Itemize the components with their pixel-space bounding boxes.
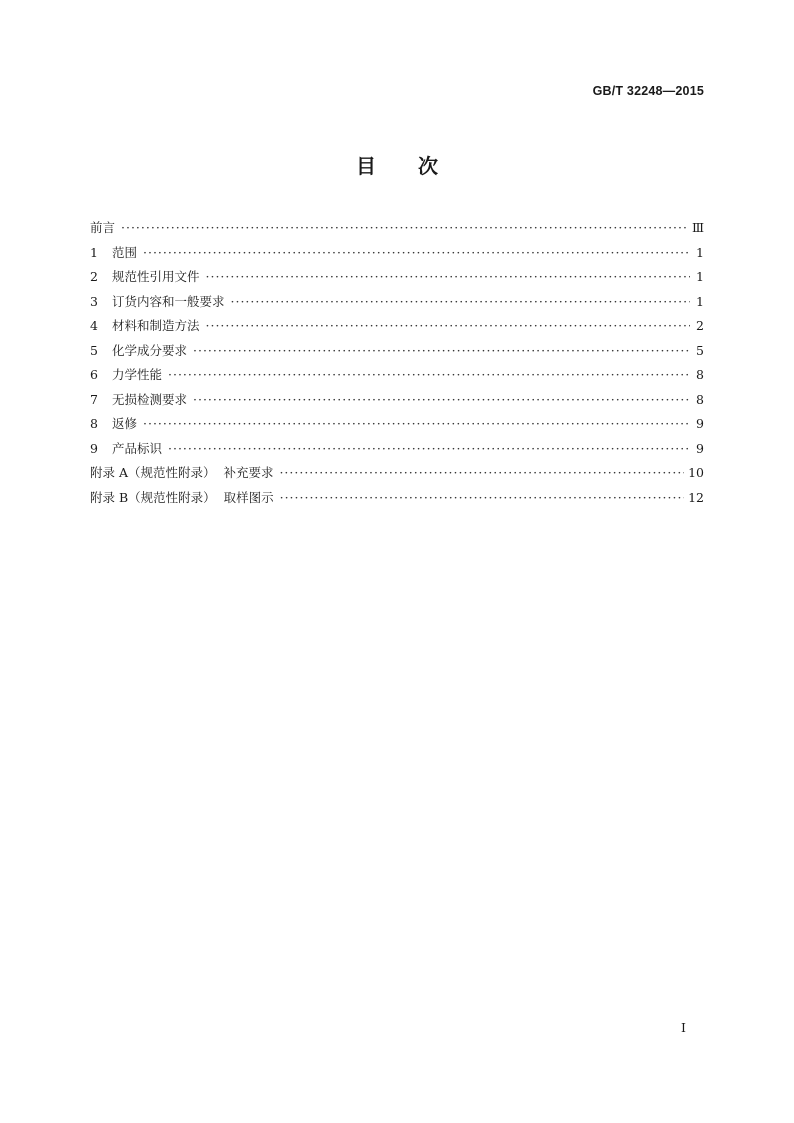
toc-entry-5[interactable] <box>90 339 704 364</box>
toc-entry-page: 12 <box>688 489 704 505</box>
toc-leader-dots <box>143 412 690 437</box>
table-of-contents <box>90 216 704 510</box>
toc-entry-page: 9 <box>696 440 704 456</box>
toc-entry-text: 化学成分要求 <box>112 342 188 358</box>
toc-entry-text: 前言 <box>90 220 116 235</box>
toc-entry-4[interactable] <box>90 314 704 339</box>
toc-entry-text: 范围 <box>112 244 138 260</box>
toc-entry-2[interactable] <box>90 265 704 290</box>
toc-entry-text: 附录 A（规范性附录） 补充要求 <box>90 465 274 480</box>
toc-entry-text: 产品标识 <box>112 440 163 456</box>
toc-leader-dots <box>193 339 690 364</box>
toc-leader-dots <box>280 486 684 511</box>
page-title-char-2: 次 <box>418 154 438 178</box>
toc-entry-page: 8 <box>696 367 704 382</box>
page-title <box>0 150 794 179</box>
toc-entry-text: 订货内容和一般要求 <box>112 293 225 309</box>
document-code: GB/T 32248—2015 <box>592 84 704 98</box>
toc-entry-7[interactable] <box>90 388 704 413</box>
toc-entry-number: 5 <box>90 342 98 358</box>
toc-entry-page: 2 <box>696 318 704 333</box>
toc-entry-annex-a[interactable] <box>90 461 704 486</box>
toc-entry-text: 力学性能 <box>112 367 163 382</box>
toc-entry-number: 6 <box>90 367 98 382</box>
toc-entry-number: 3 <box>90 293 98 309</box>
toc-leader-dots <box>206 314 690 339</box>
toc-entry-page: 1 <box>696 269 704 284</box>
toc-entry-3[interactable] <box>90 290 704 315</box>
toc-leader-dots <box>121 216 688 241</box>
toc-entry-8[interactable] <box>90 412 704 437</box>
toc-entry-text: 返修 <box>112 416 138 431</box>
toc-entry-page: 1 <box>696 293 704 309</box>
page-folio: I <box>681 1020 686 1035</box>
toc-leader-dots <box>231 290 690 315</box>
toc-entry-9[interactable] <box>90 437 704 462</box>
toc-entry-number: 2 <box>90 269 98 284</box>
toc-entry-number: 4 <box>90 318 98 333</box>
toc-leader-dots <box>143 241 690 266</box>
toc-entry-page: 5 <box>696 342 704 358</box>
toc-entry-text: 附录 B（规范性附录） 取样图示 <box>90 489 274 505</box>
toc-leader-dots <box>279 461 684 486</box>
toc-entry-page: 9 <box>696 416 704 431</box>
toc-entry-page: 10 <box>688 465 704 480</box>
toc-entry-text: 材料和制造方法 <box>112 318 200 333</box>
toc-leader-dots <box>168 437 690 462</box>
toc-entry-number: 8 <box>90 416 98 431</box>
toc-entry-number: 7 <box>90 391 98 407</box>
toc-entry-number: 1 <box>90 244 98 260</box>
page-title-char-1: 目 <box>356 154 376 178</box>
toc-leader-dots <box>206 265 690 290</box>
toc-entry-annex-b[interactable] <box>90 486 704 511</box>
toc-entry-page: 1 <box>696 244 704 260</box>
toc-entry-text: 规范性引用文件 <box>112 269 200 284</box>
toc-entry-text: 无损检测要求 <box>112 391 188 407</box>
toc-entry-6[interactable] <box>90 363 704 388</box>
toc-leader-dots <box>193 388 690 413</box>
toc-entry-foreword[interactable] <box>90 216 704 241</box>
toc-entry-number: 9 <box>90 440 98 456</box>
toc-leader-dots <box>168 363 690 388</box>
toc-entry-page: 8 <box>696 391 704 407</box>
toc-entry-page: Ⅲ <box>691 220 704 235</box>
toc-entry-1[interactable] <box>90 241 704 266</box>
